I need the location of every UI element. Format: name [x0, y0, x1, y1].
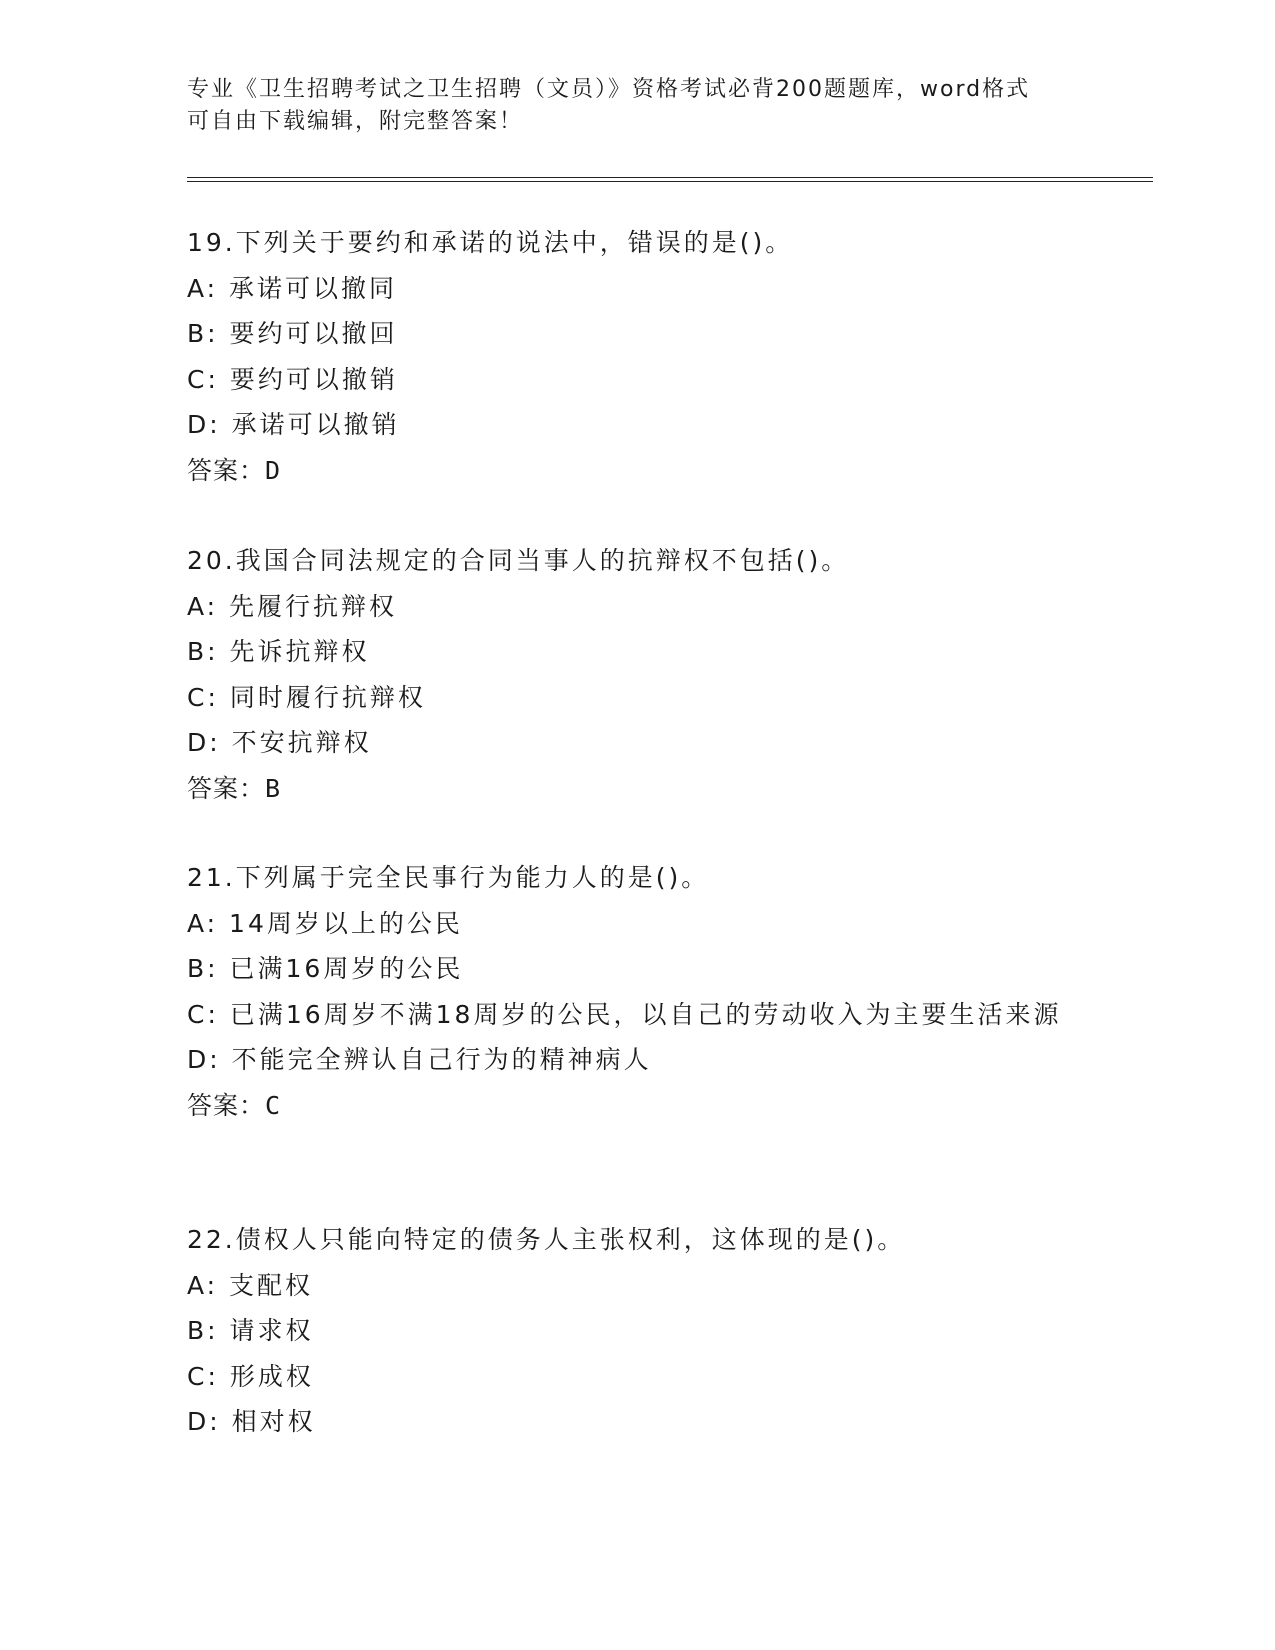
question-stem: 20.我国合同法规定的合同当事人的抗辩权不包括()。: [187, 546, 850, 575]
question-stem: 19.下列关于要约和承诺的说法中，错误的是()。: [187, 228, 794, 257]
option-b: B: 已满16周岁的公民: [187, 954, 464, 983]
option-d: D: 承诺可以撤销: [187, 410, 400, 439]
answer-line: [187, 448, 1087, 494]
option-b: B: 请求权: [187, 1316, 314, 1345]
question-20: [187, 538, 1087, 811]
option-c: C: 要约可以撤销: [187, 364, 398, 394]
option-a: A: 先履行抗辩权: [187, 591, 398, 621]
question-stem: 22.债权人只能向特定的债务人主张权利，这体现的是()。: [187, 1225, 906, 1254]
answer-label: 答案：: [187, 455, 266, 485]
answer-value: D: [265, 455, 282, 485]
answer-label: 答案：: [187, 1090, 266, 1120]
answer-label: 答案：: [187, 773, 266, 803]
option-c: C: 形成权: [187, 1361, 314, 1391]
answer-value: C: [265, 1090, 282, 1120]
question-21: [187, 855, 1087, 1128]
option-b: B: 要约可以撤回: [187, 319, 398, 348]
document-header: [187, 74, 1087, 138]
option-d: D: 不安抗辩权: [187, 728, 372, 757]
option-c: C: 同时履行抗辩权: [187, 682, 426, 712]
header-divider-bottom: [187, 181, 1153, 182]
answer-value: B: [265, 773, 282, 803]
answer-line: [187, 1083, 1087, 1129]
question-19: [187, 220, 1087, 493]
option-b: B: 先诉抗辩权: [187, 637, 370, 666]
option-c: C: 已满16周岁不满18周岁的公民，以自己的劳动收入为主要生活来源: [187, 999, 1062, 1029]
option-a: A: 承诺可以撤同: [187, 273, 398, 303]
option-d: D: 相对权: [187, 1407, 316, 1436]
header-title-line-2: 可自由下载编辑，附完整答案！: [187, 109, 524, 134]
option-d: D: 不能完全辨认自己行为的精神病人: [187, 1045, 652, 1074]
answer-line: [187, 766, 1087, 812]
question-22: [187, 1217, 1087, 1445]
header-title-line-1: 专业《卫生招聘考试之卫生招聘（文员）》资格考试必背200题题库，word格式: [187, 77, 1031, 102]
option-a: A: 支配权: [187, 1270, 314, 1300]
question-stem: 21.下列属于完全民事行为能力人的是()。: [187, 863, 710, 892]
option-a: A: 14周岁以上的公民: [187, 908, 463, 938]
header-divider-top: [187, 177, 1153, 178]
